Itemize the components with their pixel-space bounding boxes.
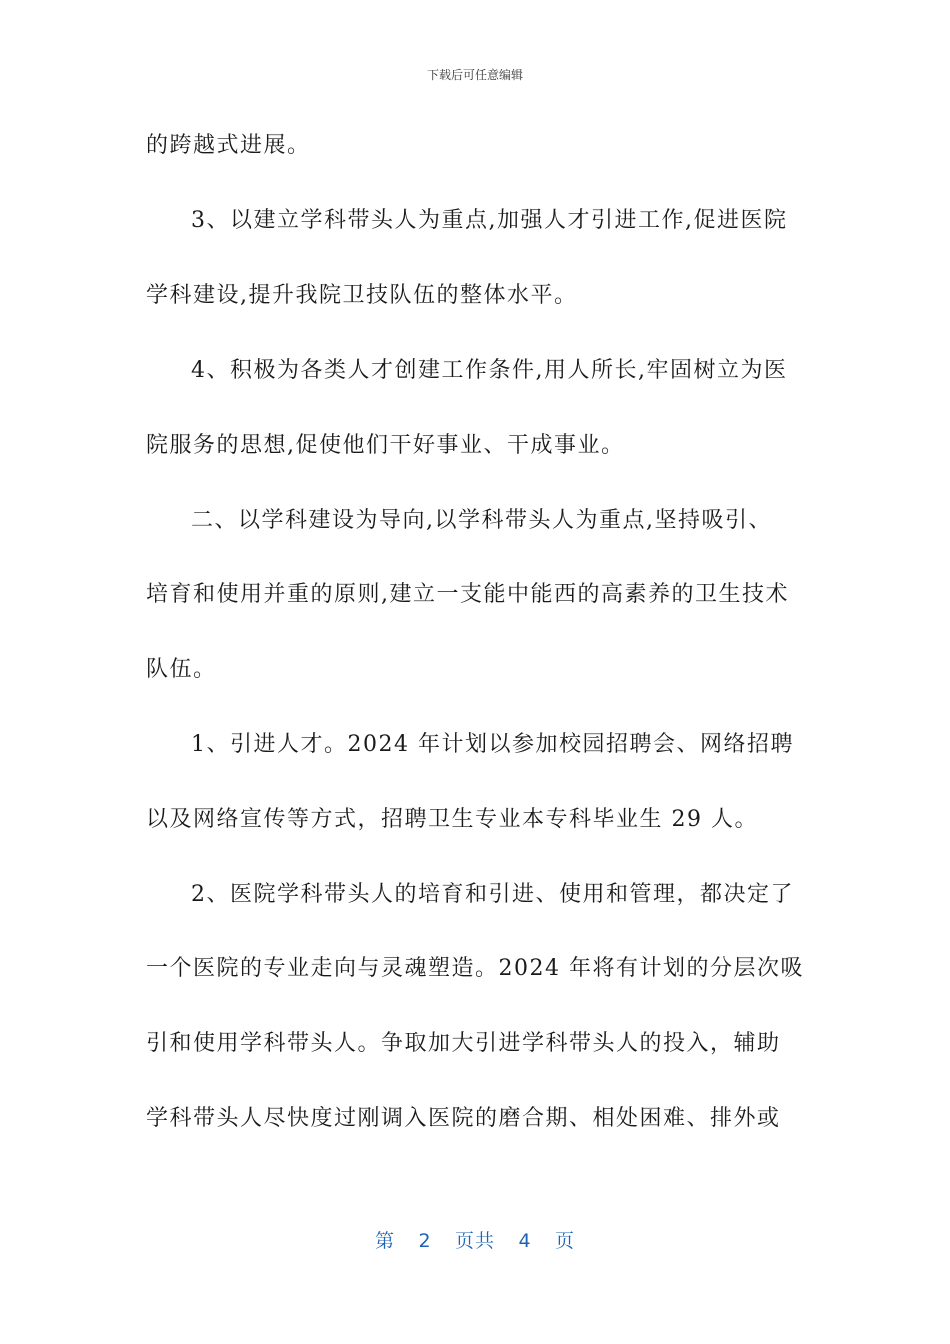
text-line: 2、医院学科带头人的培育和引进、使用和管理，都决定了 <box>191 882 794 907</box>
footer-suffix: 页 <box>555 1230 576 1252</box>
total-pages-number: 4 <box>518 1230 532 1252</box>
footer-prefix: 第 <box>374 1230 395 1252</box>
text-line: 学科建设,提升我院卫技队伍的整体水平。 <box>146 283 578 308</box>
text-line: 学科带头人尽快度过刚调入医院的磨合期、相处困难、排外或 <box>146 1106 781 1131</box>
text-line: 二、以学科建设为导向,以学科带头人为重点,坚持吸引、 <box>191 508 772 533</box>
current-page-number: 2 <box>418 1230 432 1252</box>
text-line: 引和使用学科带头人。争取加大引进学科带头人的投入，辅助 <box>146 1031 781 1056</box>
text-line: 的跨越式进展。 <box>146 133 311 158</box>
text-line: 以及网络宣传等方式，招聘卫生专业本专科毕业生 29 人。 <box>146 807 758 832</box>
text-line: 队伍。 <box>146 657 217 682</box>
text-line: 院服务的思想,促使他们干好事业、干成事业。 <box>146 433 625 458</box>
text-line: 培育和使用并重的原则,建立一支能中能西的高素养的卫生技术 <box>146 582 789 607</box>
page-number-footer <box>0 1226 950 1253</box>
text-line: 1、引进人才。2024 年计划以参加校园招聘会、网络招聘 <box>191 732 794 757</box>
text-line: 3、以建立学科带头人为重点,加强人才引进工作,促进医院 <box>191 208 788 233</box>
page-header-note: 下载后可任意编辑 <box>426 68 523 82</box>
text-line: 一个医院的专业走向与灵魂塑造。2024 年将有计划的分层次吸 <box>146 956 804 981</box>
footer-middle: 页共 <box>454 1230 495 1252</box>
text-line: 4、积极为各类人才创建工作条件,用人所长,牢固树立为医 <box>191 358 788 383</box>
